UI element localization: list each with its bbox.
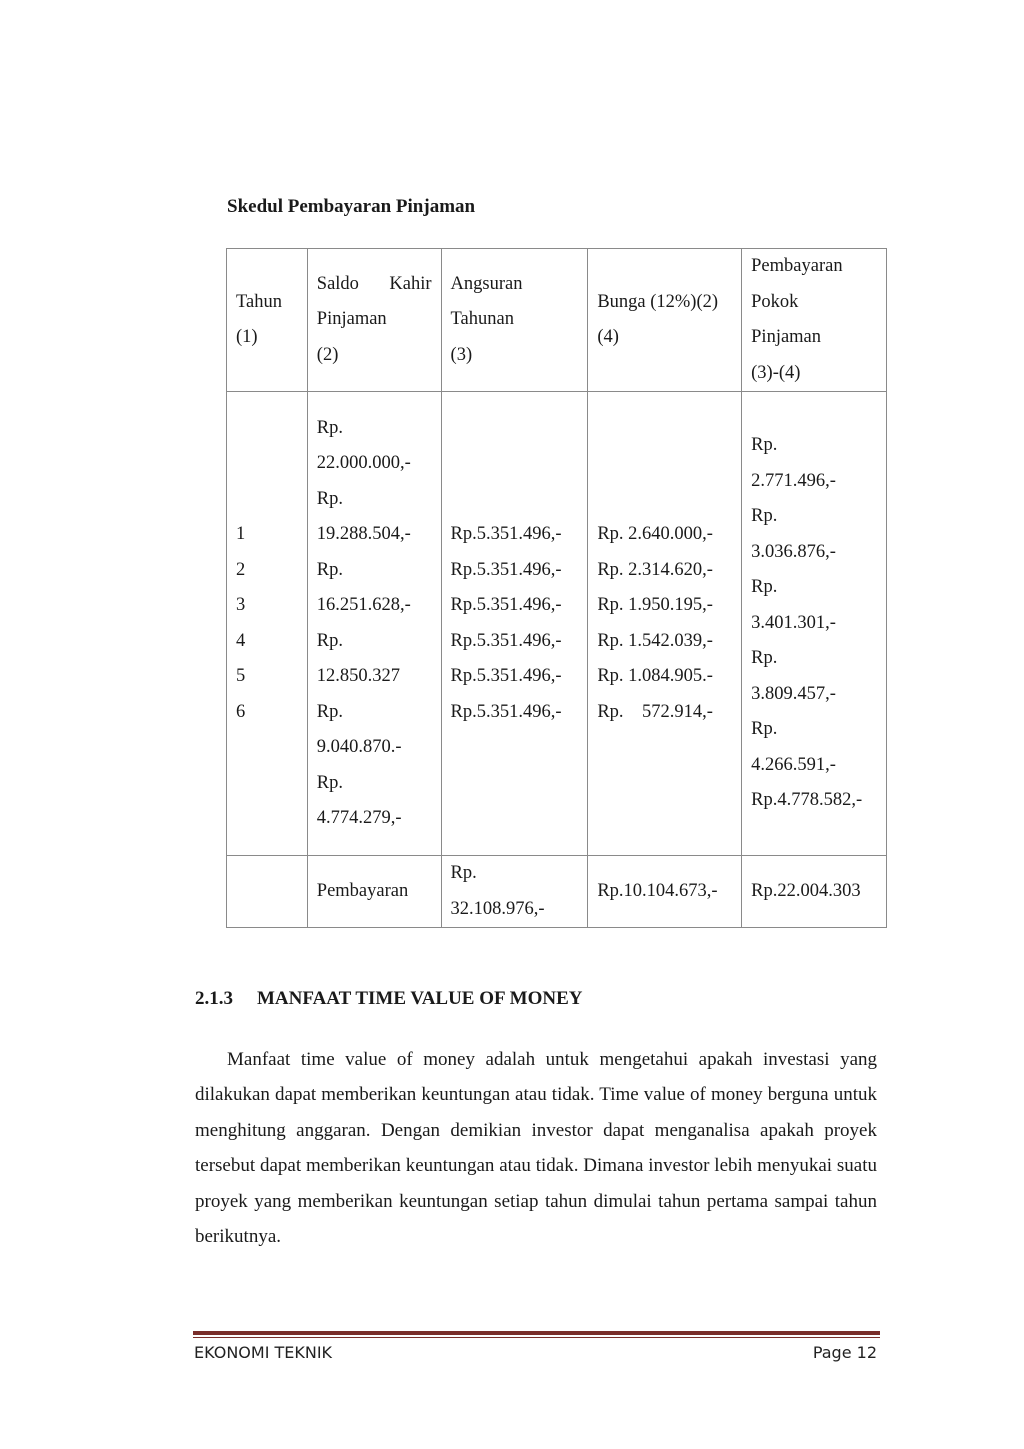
bunga-value: Rp. 2.314.620,-	[597, 559, 713, 580]
saldo-line: 12.850.327	[316, 666, 401, 686]
angsuran-cell	[441, 392, 588, 856]
pokok-line: Rp.	[751, 648, 778, 669]
saldo-cell	[307, 392, 441, 856]
pokok-line: Rp.	[751, 506, 778, 527]
angsuran-value: Rp.5.351.496,-	[450, 701, 562, 722]
total-label-cell	[307, 856, 441, 928]
pokok-line: 2.771.496,-	[751, 470, 836, 491]
header-angsuran	[441, 249, 588, 392]
year-value: 5	[236, 666, 246, 686]
angsuran-value: Rp.5.351.496,-	[450, 630, 562, 651]
total-pokok-cell	[742, 856, 887, 928]
header-line: Bunga (12%)(2)	[597, 291, 719, 312]
pokok-cell	[742, 392, 887, 856]
footer-page-number: Page 12	[812, 1343, 877, 1362]
header-line: Saldo Kahir	[316, 273, 432, 294]
saldo-line: 9.040.870.-	[316, 737, 402, 757]
footer-divider-thin	[193, 1337, 880, 1338]
pokok-line: Rp.4.778.582,-	[751, 790, 863, 811]
pokok-line: 3.809.457,-	[751, 683, 836, 704]
section-heading	[195, 988, 583, 1010]
header-line: Pinjaman	[316, 309, 387, 330]
pokok-line: 3.036.876,-	[751, 541, 836, 562]
bunga-value: Rp. 1.542.039,-	[597, 630, 713, 651]
saldo-line: 16.251.628,-	[316, 595, 411, 615]
saldo-line: Rp.	[316, 559, 344, 580]
year-value: 3	[236, 595, 246, 615]
pokok-line: 3.401.301,-	[751, 612, 836, 633]
angsuran-value: Rp.5.351.496,-	[450, 559, 562, 580]
saldo-line: 4.774.279,-	[316, 808, 402, 828]
header-line: Tahun	[236, 291, 282, 312]
table-caption: Skedul Pembayaran Pinjaman	[227, 196, 476, 217]
footer-divider-thick	[193, 1331, 880, 1335]
total-angsuran-line: 32.108.976,-	[450, 898, 545, 919]
header-line: Tahunan	[450, 309, 514, 330]
year-value: 2	[236, 559, 246, 580]
header-line: Pokok	[751, 291, 799, 312]
bunga-value: Rp. 572.914,-	[597, 701, 713, 722]
total-pokok: Rp.22.004.303	[751, 880, 861, 901]
saldo-line: Rp.	[316, 630, 344, 651]
loan-payment-schedule-table	[226, 248, 887, 928]
total-bunga: Rp.10.104.673,-	[597, 880, 718, 901]
total-angsuran-line: Rp.	[450, 863, 477, 883]
years-cell	[227, 392, 308, 856]
pokok-line: Rp.	[751, 719, 778, 740]
angsuran-value: Rp.5.351.496,-	[450, 595, 562, 615]
bunga-value: Rp. 1.950.195,-	[597, 595, 713, 615]
section-title: MANFAAT TIME VALUE OF MONEY	[257, 988, 583, 1009]
section-paragraph: Manfaat time value of money adalah untuk mengetahui apakah investasi yang dilakukan dapat memberikan keuntungan atau tidak. Time value of money berguna untuk menghitung anggaran. Dengan demikian investor dapat menganalisa apakah proyek tersebut dapat memberikan keuntungan atau tidak. Dimana investor lebih menyukai suatu proyek yang memberikan keuntungan setiap tahun dimulai tahun pertama sampai tahun berikutnya.	[195, 1049, 877, 1248]
header-line: (1)	[236, 327, 258, 347]
saldo-line: Rp.	[316, 488, 344, 509]
total-label: Pembayaran	[316, 880, 409, 901]
saldo-line: Rp.	[316, 772, 344, 793]
total-angsuran-cell	[441, 856, 588, 928]
header-line: (2)	[316, 344, 339, 365]
bunga-value: Rp. 2.640.000,-	[597, 524, 713, 544]
header-line: Pinjaman	[751, 327, 822, 347]
footer-course-title: EKONOMI TEKNIK	[194, 1343, 333, 1362]
table-total-row	[227, 856, 887, 928]
header-line: (4)	[597, 327, 619, 347]
angsuran-value: Rp.5.351.496,-	[450, 666, 562, 686]
section-number: 2.1.3	[195, 988, 233, 1009]
header-line: Pembayaran	[751, 256, 843, 276]
saldo-line: Rp.	[316, 701, 344, 722]
bunga-cell	[588, 392, 742, 856]
table-header-row	[227, 249, 887, 392]
header-line: (3)	[450, 344, 473, 365]
angsuran-value: Rp.5.351.496,-	[450, 524, 562, 544]
pokok-line: 4.266.591,-	[751, 754, 836, 775]
saldo-line: 22.000.000,-	[316, 453, 411, 473]
year-value: 4	[236, 630, 246, 651]
year-value: 1	[236, 524, 246, 544]
header-pokok	[742, 249, 887, 392]
header-line: Angsuran	[450, 273, 523, 294]
total-empty-cell	[227, 856, 308, 928]
saldo-line: Rp.	[316, 417, 344, 438]
header-bunga	[588, 249, 742, 392]
header-tahun	[227, 249, 308, 392]
header-line: (3)-(4)	[751, 362, 801, 383]
bunga-value: Rp. 1.084.905.-	[597, 666, 713, 686]
year-value: 6	[236, 701, 246, 722]
pokok-line: Rp.	[751, 435, 778, 456]
header-saldo	[307, 249, 441, 392]
saldo-line: 19.288.504,-	[316, 524, 411, 544]
total-bunga-cell	[588, 856, 742, 928]
pokok-line: Rp.	[751, 577, 778, 598]
table-data-row	[227, 392, 887, 856]
